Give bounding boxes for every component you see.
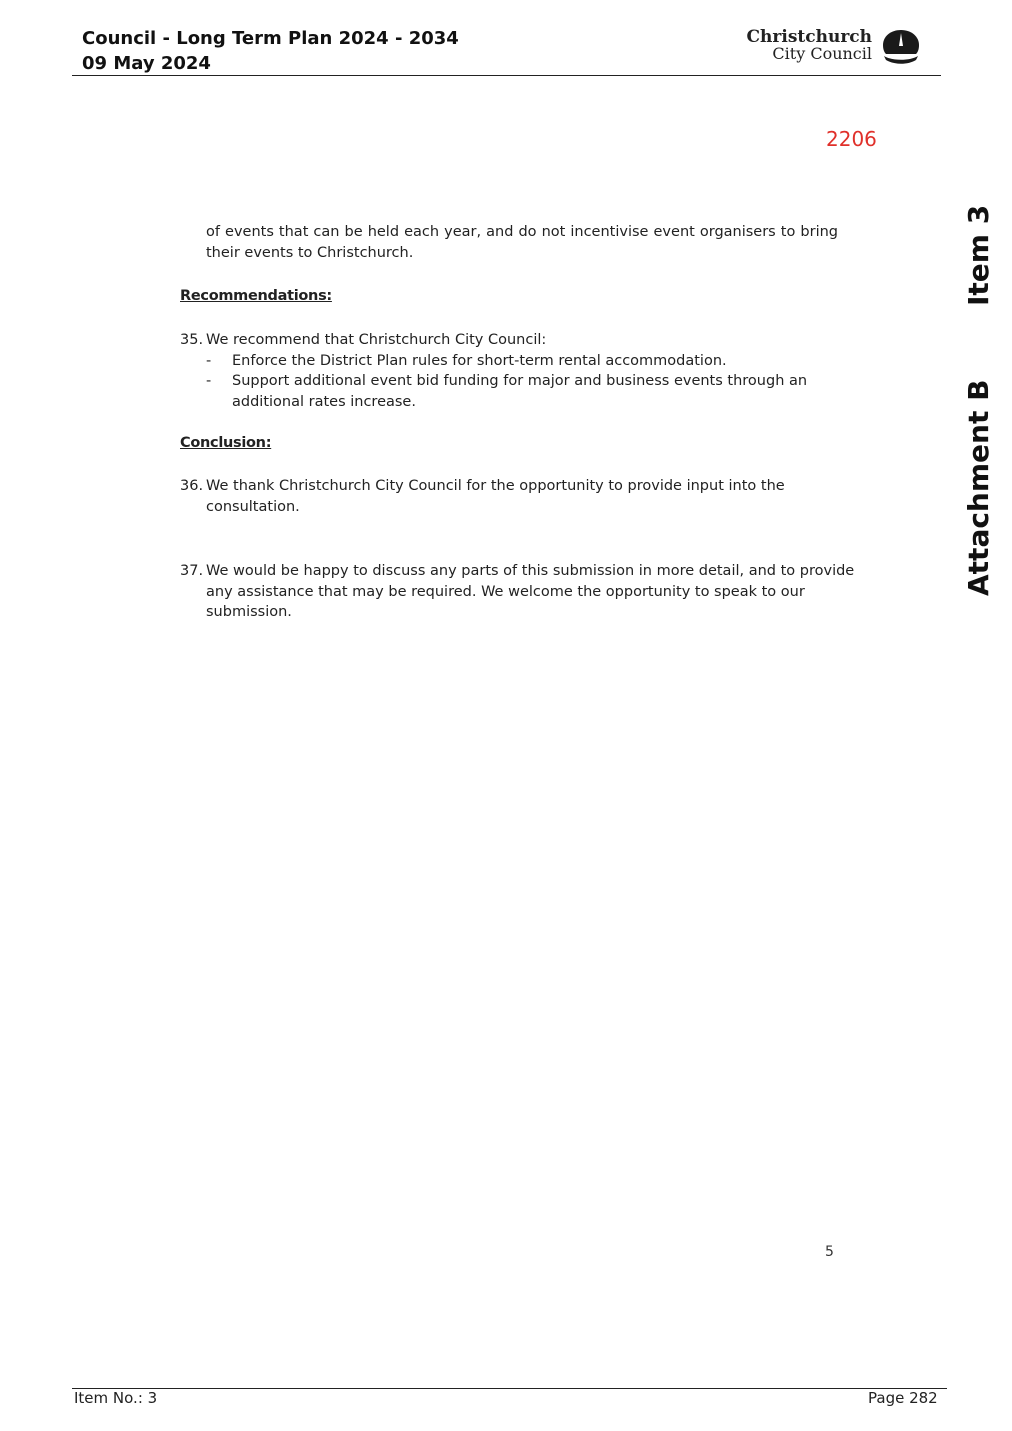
paragraph-text: We recommend that Christchurch City Council: [206,332,547,348]
footer-page-number: Page 282 [868,1389,938,1407]
recommendations-heading: Recommendations: [180,288,332,304]
paragraph-text: We would be happy to discuss any parts of this submission in more detail, and to provide any assistance that may be required. We welcome the opportunity to speak to our submission. [206,563,855,620]
side-label-item: Item 3 [962,204,995,306]
logo-text-line1: Christchurch [746,27,872,47]
page-number: 5 [825,1244,834,1260]
list-item-text: Enforce the District Plan rules for short-term rental accommodation. [232,352,727,369]
bullet-dash: - [206,352,212,369]
logo-text-line2: City Council [772,44,872,63]
side-labels [962,200,1002,610]
conclusion-heading: Conclusion: [180,435,272,451]
paragraph-number: 37. [180,563,204,579]
bullet-dash: - [206,373,212,389]
document-header [82,26,459,76]
list-item [180,351,840,372]
footer-divider [72,1388,947,1389]
list-item [180,371,840,412]
paragraph-36 [180,476,866,517]
footer-item-number: Item No.: 3 [74,1389,158,1407]
side-label-attachment: Attachment B [962,379,995,596]
header-title: Council - Long Term Plan 2024 - 2034 [82,28,459,49]
council-logo [744,28,922,68]
paragraph-35 [180,330,840,412]
paragraph-37 [180,561,866,623]
continuation-paragraph: of events that can be held each year, and do not incentivise event organisers to bring their events to Christchurch. [206,224,838,261]
list-item-text: Support additional event bid funding for major and business events through an additional rates increase. [232,373,808,410]
header-divider [72,75,941,76]
paragraph-text: We thank Christchurch City Council for the opportunity to provide input into the consultation. [206,478,785,515]
header-date: 09 May 2024 [82,53,211,74]
paragraph-number: 35. [180,332,204,348]
cathedral-emblem-icon [880,28,922,66]
paragraph-number: 36. [180,478,204,494]
recommendation-list [180,351,840,413]
submission-number: 2206 [826,127,877,151]
